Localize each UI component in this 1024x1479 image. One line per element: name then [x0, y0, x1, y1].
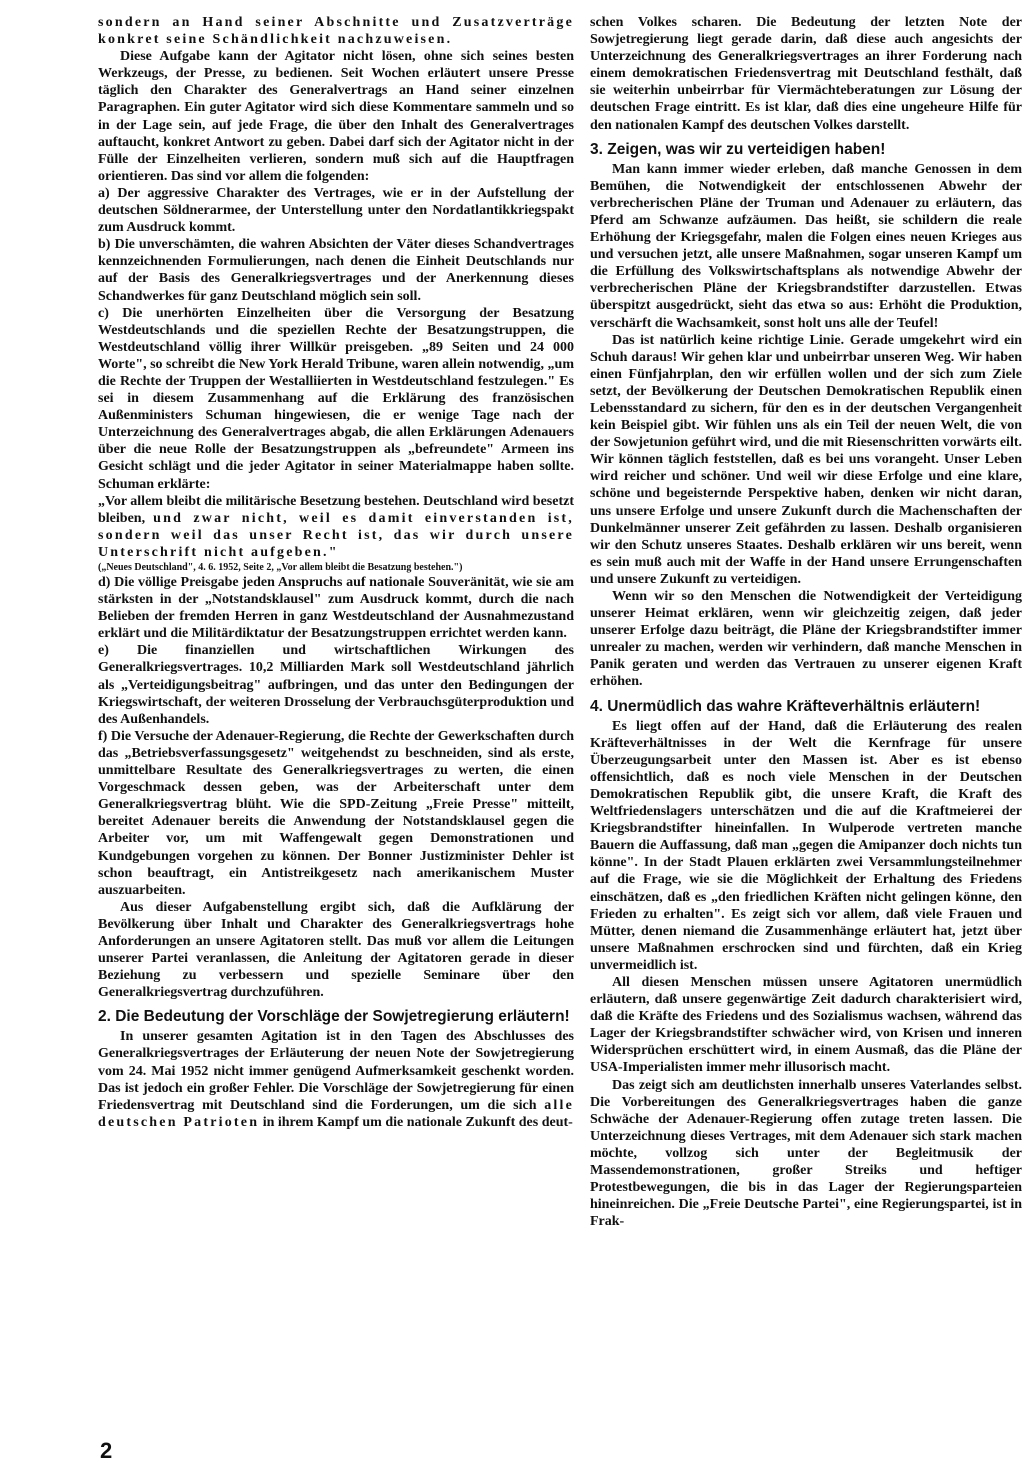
paragraph-text: In unserer gesamten Agitation ist in den Tagen des Abschlusses des Generalkriegsvertrages der Erläuterung der neuen Note der Sowjetregierung vom 24. Mai 1952 nicht immer genügend Aufmerksamkeit geschenkt worden. Das ist jedoch ein großer Fehler. Die Vorschläge der Sowjetregierung für einen Friedensvertrag mit Deutschland sind die Forderungen, um die sich — [98, 1029, 574, 1113]
paragraph — [98, 1028, 574, 1131]
paragraph: Man kann immer wieder erleben, daß manche Genossen in dem Bemühen, die Notwendigkeit der entschlossenen Abwehr der verbrecherischen Pläne der Truman und Adenauer zu erläutern, das Pferd am Schwanze aufzäumen. Das heißt, sie schildern die reale Erhöhung der Kriegsgefahr, malen die Folgen eines neuen Krieges aus und versuchen jetzt, alle unsere Maßnahmen, sogar unseren Kampf um die Erfüllung des Volkswirtschaftsplans als notwendige Abwehr der verbrecherischen Pläne der Kriegsbrandstifter darzustellen. Etwas überspitzt ausgedrückt, sieht das etwa so aus: Erhöht die Produktion, verschärft die Wachsamkeit, sonst holt uns alle der Teufel! — [590, 161, 1022, 331]
paragraph: Das zeigt sich am deutlichsten innerhalb unseres Vaterlandes selbst. Die Vorbereitungen des Generalkriegsvertrages haben die ganze Schwäche der Adenauer-Regierung offen zutage treten lassen. Die Unterzeichnung dieses Vertrages, mit dem Adenauer sich stark machen möchte, vollzog sich unter der Begleitmusik der Massendemonstrationen, großer Streiks und heftiger Protestbewegungen, die bis in das Lager der Regierungsparteien hineinreichen. Die „Freie Deutsche Partei", eine Regierungspartei, ist in Frak- — [590, 1077, 1022, 1230]
page-number: 2 — [100, 1438, 113, 1463]
list-item-b: b) Die unverschämten, die wahren Absichten der Väter dieses Schandvertrages kennzeichnenden Formulierungen, nach denen die Einheit Deutschlands nur auf der Basis des Generalkriegsvertrages und der Anerkennung dieses Schandwerkes für ganz Deutschland möglich sein soll. — [98, 237, 574, 304]
paragraph: Wenn wir so den Menschen die Notwendigkeit der Verteidigung unserer Heimat erklären, wenn wir gleichzeitig zeigen, daß jeder unserer Erfolge dazu beiträgt, die Pläne der Kriegsbrandstifter immer unrealer zu machen, werden wir verhindern, daß manche Menschen in Panik geraten und werden das Vertrauen zu unserer eigenen Kraft erhöhen. — [590, 589, 1022, 690]
section-heading-3: 3. Zeigen, was wir zu verteidigen haben! — [590, 140, 886, 158]
paragraph: Das ist natürlich keine richtige Linie. Gerade umgekehrt wird ein Schuh daraus! Wir gehen klar und unbeirrbar unseren Weg. Wir haben einen Fünfjahrplan, den wir erfüllen wollen und der sich zum Ziele setzt, der Bevölkerung der Deutschen Demokratischen Republik einen Lebensstandard zu sichern, für den es in der deutschen Vergangenheit kein Beispiel gibt. Wir fühlen uns als ein Teil der neuen Welt, die von der Sowjetunion geführt wird, und die mit Riesenschritten vorwärts eilt. Wir können täglich feststellen, daß es bei uns vorangeht. Unser Leben wird reicher und schöner. Und weil wir diese Erfolge und eine klare, schöne und begeisternde Perspektive haben, denken wir nicht daran, uns unsere Erfolge und unsere Zukunft durch die Machenschaften der Dunkelmänner unserer Zeit gefährden zu lassen. Deshalb organisieren wir den Schutz unseres Staates. Deshalb erklären wir uns bereit, wenn es sein muß auch mit der Waffe in der Hand unsere Errungenschaften und unsere Zukunft zu verteidigen. — [590, 332, 1022, 587]
quote-part-2: und zwar nicht, weil es damit einverstanden ist, sondern weil das unser Recht ist, das wir durch unsere Unterschrift nicht aufgeben." — [98, 510, 574, 560]
list-item-d: d) Die völlige Preisgabe jeden Anspruchs auf nationale Souveränität, wie sie am stärksten in der „Notstandsklausel" zum Ausdruck kommt, durch die nach Belieben der fremden Herren in ganz Westdeutschland der Ausnahmezustand erklärt und die Militärdiktatur der Besatzungstruppen errichtet werden kann. — [98, 575, 574, 642]
quote-part-1: „Vor allem bleibt die militärische Besetzung bestehen. Deutschland wird besetzt bleiben, — [98, 493, 574, 526]
paragraph: Diese Aufgabe kann der Agitator nicht lösen, ohne sich seines besten Werkzeugs, der Presse, zu bedienen. Seit Wochen erläutert unsere Presse täglich den Charakter des Generalvertrags an Hand seiner einzelnen Paragraphen. Ein guter Agitator wird sich diese Kommentare sammeln und so in der Lage sein, auf jede Frage, die über den Inhalt des Generalvertrages auftaucht, konkret Antwort zu geben. Dabei darf sich der Agitator nicht in der Fülle der Einzelheiten verlieren, sondern muß sich auf die Hauptfragen orientieren. Das sind vor allem die folgenden: — [98, 49, 574, 184]
paragraph: All diesen Menschen müssen unsere Agitatoren unermüdlich erläutern, daß unsere gegenwärtige Zeit dadurch charakterisiert wird, daß die Kräfte des Friedens und des Sozialismus wachsen, während das Lager der Kriegsbrandstifter schwächer wird, von Krisen und inneren Widersprüchen erschüttert wird, in einem Ausmaß, das die Pläne der USA-Imperialisten immer mehr illusorisch macht. — [590, 974, 1022, 1076]
list-item-c: c) Die unerhörten Einzelheiten über die Versorgung der Besatzung Westdeutschlands und die speziellen Rechte der Besatzungstruppen, die Westdeutschland völlig ihrer Willkür preisgeben. „89 Seiten und 24 000 Worte", so schreibt die New York Herald Tribune, waren allein notwendig, „um die Rechte der Truppen der Westalliierten in Westdeutschland festzulegen." Es sei in diesem Zusammenhang auf die Erklärung des französischen Außenministers Schuman hingewiesen, die er wenige Tage nach der Unterzeichnung des Generalvertrages abgab, die allen Erklärungen Adenauers über die neue Rolle der Besatzungstruppen als „befreundete" Armeen ins Gesicht schlägt und die jeder Agitator in seiner Materialmappe haben sollte. Schuman erklärte: — [98, 305, 574, 492]
section-heading-4: 4. Unermüdlich das wahre Kräfteverhältnis erläutern! — [590, 697, 981, 715]
section-heading-2: 2. Die Bedeutung der Vorschläge der Sowjetregierung erläutern! — [98, 1008, 570, 1026]
paragraph: Es liegt offen auf der Hand, daß die Erläuterung des realen Kräfteverhältnisses in der Welt die Kernfrage für unsere Überzeugungsarbeit unter den Massen ist. Aber es ist ebenso offensichtlich, daß es noch viele Menschen in der Deutschen Demokratischen Republik gibt, die unsere Kraft, die Kraft des Weltfriedenslagers unterschätzen und die auf die Kraftmeierei der Kriegsbrandstifter hineinfallen. In Wulperode vertreten manche Bauern die Auffassung, daß man „gegen die Amipanzer doch nichts tun könne". In der Stadt Plauen erklärten zwei Versammlungsteilnehmer auf die Frage, wie sie die Möglichkeit der Erhaltung des Friedens einschätzen, daß es „den friedlichen Kräften nicht gelingen könne, den Frieden zu erhalten". Es zeigt sich vor allem, daß viele Frauen und Mütter, denen niemand die Zusammenhänge erläutert hat, jetzt über unsere Maßnahmen erschrocken sind und fürchten, daß ein Krieg unvermeidlich ist. — [590, 718, 1022, 973]
quote-source: („Neues Deutschland", 4. 6. 1952, Seite 2, „Vor allem bleibt die Besatzung bestehen.") — [98, 562, 463, 573]
paragraph-continuation: schen Volkes scharen. Die Bedeutung der letzten Note der Sowjetregierung liegt gerade darin, daß diese auch angesichts der Unterzeichnung des Generalkriegsvertrages an ihrer Forderung nach einem demokratischen Friedensvertrag mit Deutschland festhält, daß sie weiterhin unbeirrbar für Viermächteberatungen zur Lösung der deutschen Frage eintritt. Es ist klar, daß dies eine ungeheure Hilfe für den nationalen Kampf des deutschen Volkes darstellt. — [590, 15, 1022, 133]
quote — [98, 493, 574, 561]
spaced-emphasis: alle deutschen Patrioten — [98, 1097, 574, 1130]
left-column — [98, 14, 574, 1131]
list-item-e: e) Die finanziellen und wirtschaftlichen Wirkungen des Generalkriegsvertrages. 10,2 Milliarden Mark soll Westdeutschland jährlich als „Verteidigungsbeitrag" aufbringen, und das unter den Bedingungen der Kriegswirtschaft, der weiteren Drosselung der Verbrauchsgüterproduktion und des Außenhandels. — [98, 643, 574, 727]
paragraph-continuation: sondern an Hand seiner Abschnitte und Zusatzverträge konkret seine Schändlichkeit nachzuweisen. — [98, 15, 574, 48]
paragraph: Aus dieser Aufgabenstellung ergibt sich, daß die Aufklärung der Bevölkerung über Inhalt und Charakter des Generalkriegsvertrags hohe Anforderungen an unsere Agitatoren stellt. Das muß vor allem die Leitungen unserer Partei veranlassen, die Anleitung der Agitatoren gerade in dieser Beziehung zu verbessern und spezielle Seminare über den Generalkriegsvertrag durchzuführen. — [98, 899, 574, 1001]
right-column — [590, 14, 1022, 1230]
list-item-a: a) Der aggressive Charakter des Vertrages, wie er in der Aufstellung der deutschen Söldnerarmee, der Unterstellung unter den Nordatlantikkriegspakt zum Ausdruck kommt. — [98, 185, 574, 236]
paragraph-text-end: in ihrem Kampf um die nationale Zukunft des deut- — [262, 1114, 573, 1130]
list-item-f: f) Die Versuche der Adenauer-Regierung, die Rechte der Gewerkschaften durch das „Betriebsverfassungsgesetz" weitgehendst zu beschneiden, sind als erste, unmittelbare Resultate des Generalkriegsvertrages zu werten, die einen Vorgeschmack dessen geben, was der Arbeiterschaft unter dem Generalkriegsvertrag blüht. Wie die SPD-Zeitung „Freie Presse" mitteilt, bereitet Adenauer bereits die Anwendung der Notstandsklausel gegen die Arbeiter vor, um mit Waffengewalt gegen Demonstrationen und Kundgebungen vorgehen zu können. Der Bonner Justizminister Dehler ist schon beauftragt, ein Antistreikgesetz nach amerikanischem Muster auszuarbeiten. — [98, 728, 574, 898]
